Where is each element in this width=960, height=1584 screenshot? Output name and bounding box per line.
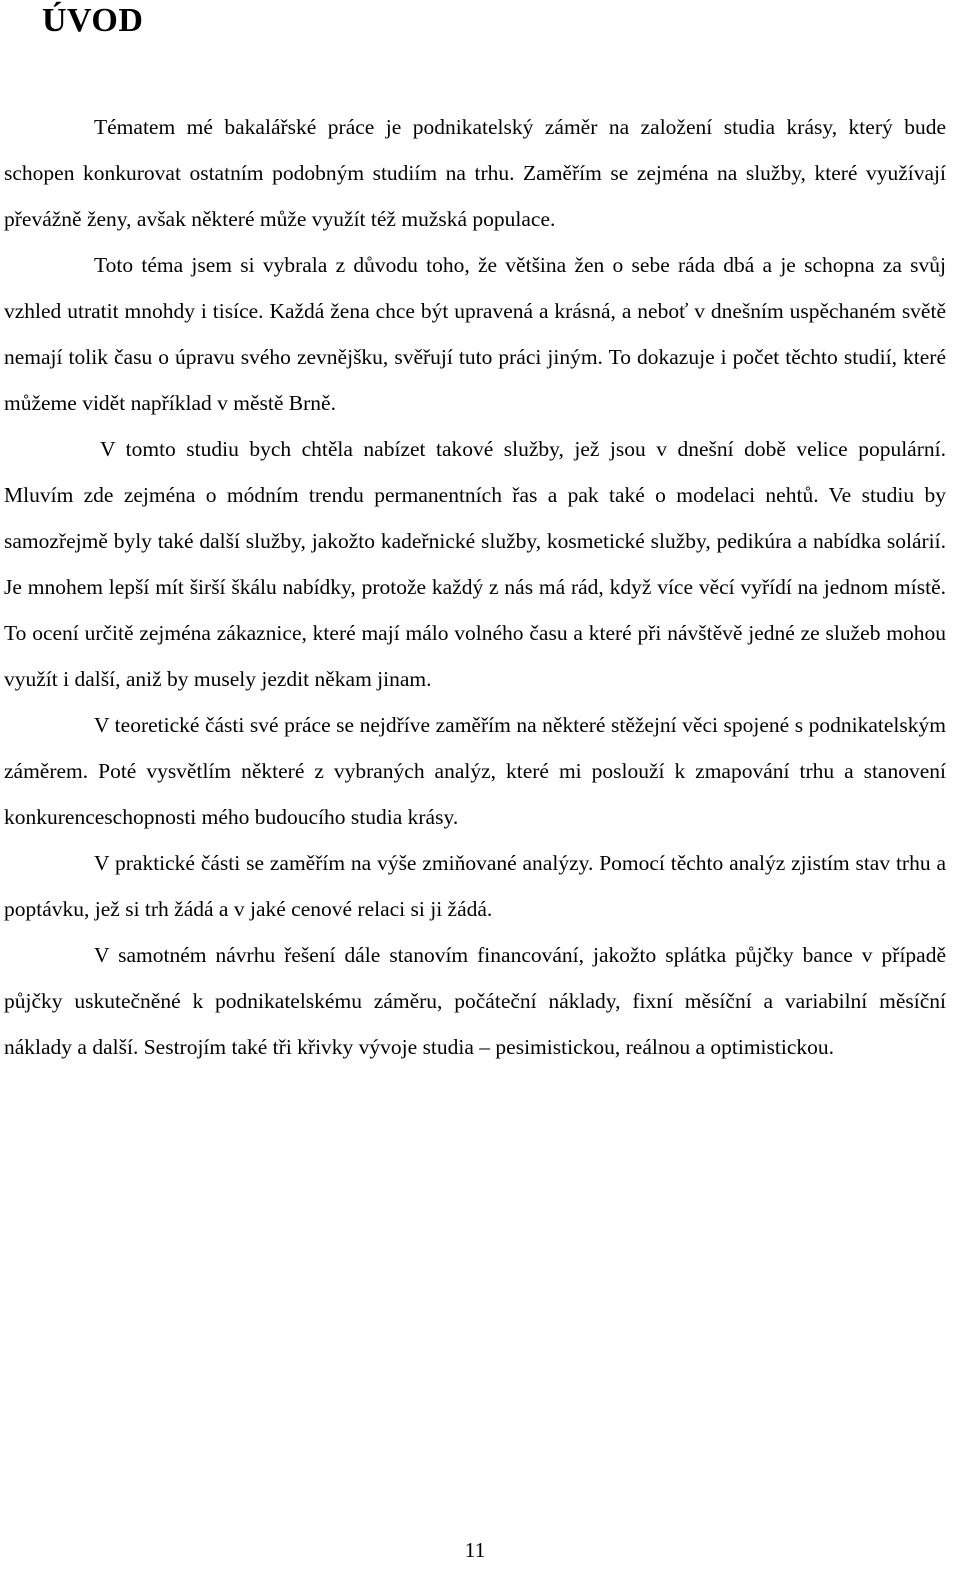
paragraph-5: V praktické části se zaměřím na výše zmiňované analýzy. Pomocí těchto analýz zjistím stav trhu a poptávku, jež si trh žádá a v jaké cenové relaci si ji žádá. <box>4 851 946 921</box>
paragraph-2: Toto téma jsem si vybrala z důvodu toho, že většina žen o sebe ráda dbá a je schopna za svůj vzhled utratit mnohdy i tisíce. Každá žena chce být upravená a krásná, a neboť v dnešním uspěchaném světě nemají tolik času o úpravu svého zevnějšku, svěřují tuto práci jiným. To dokazuje i počet těchto studií, které můžeme vidět například v městě Brně. <box>4 253 946 415</box>
paragraph-6: V samotném návrhu řešení dále stanovím financování, jakožto splátka půjčky bance v případě půjčky uskutečněné k podnikatelskému záměru, počáteční náklady, fixní měsíční a variabilní měsíční náklady a další. Sestrojím také tři křivky vývoje studia – pesimistickou, reálnou a optimistickou. <box>4 943 946 1059</box>
page-number: 11 <box>464 1538 486 1562</box>
paragraph-3: V tomto studiu bych chtěla nabízet takové služby, jež jsou v dnešní době velice populární. Mluvím zde zejména o módním trendu permanentních řas a pak také o modelaci nehtů. Ve studiu by samozřejmě byly také další služby, jakožto kadeřnické služby, kosmetické služby, pedikúra a nabídka solárií. Je mnohem lepší mít širší škálu nabídky, protože každý z nás má rád, když více věcí vyřídí na jednom místě. To ocení určitě zejména zákaznice, které mají málo volného času a které při návštěvě jedné ze služeb mohou využít i další, aniž by musely jezdit někam jinam. <box>4 437 946 691</box>
paragraph-4: V teoretické části své práce se nejdříve zaměřím na některé stěžejní věci spojené s podnikatelským záměrem. Poté vysvětlím některé z vybraných analýz, které mi poslouží k zmapování trhu a stanovení konkurenceschopnosti mého budoucího studia krásy. <box>4 713 946 829</box>
body-text <box>4 104 946 1070</box>
paragraph-1: Tématem mé bakalářské práce je podnikatelský záměr na založení studia krásy, který bude schopen konkurovat ostatním podobným studiím na trhu. Zaměřím se zejména na služby, které využívají převážně ženy, avšak některé může využít též mužská populace. <box>4 115 946 231</box>
section-heading: ÚVOD <box>42 2 144 39</box>
